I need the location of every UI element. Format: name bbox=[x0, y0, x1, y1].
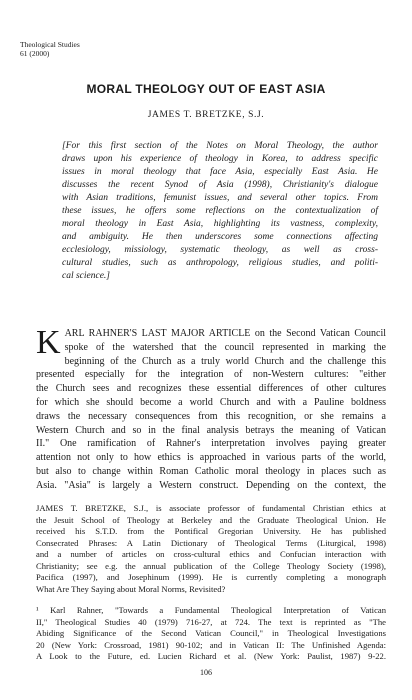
body-line: but also to change within Roman Catholic moral theology in places such as bbox=[36, 465, 386, 477]
body-line: beginning of the Church as a truly world Church and the challenge this bbox=[64, 355, 386, 367]
abstract-line: cal science.] bbox=[62, 271, 111, 281]
body-line: draws the necessary consequences from this recognition, or she remains a bbox=[36, 410, 386, 422]
bio-line: Consecrated Phrases: A Latin Dictionary of Theological Terms (Liturgical, 1998) bbox=[36, 537, 386, 548]
bio-line: and a number of articles on cross-cultural ethics and Confucian interaction with bbox=[36, 549, 386, 559]
body-line: for which she should become a world Church and with a Pauline boldness bbox=[36, 396, 386, 408]
bio-line: Christianity; see e.g. the annual publication of the College Theology Society (1998), bbox=[36, 560, 386, 571]
journal-info bbox=[20, 40, 80, 58]
body-line: Western Church and so in the final analysis betrays the meaning of Vatican bbox=[36, 424, 386, 436]
footnote-line: Abiding Significance of the Second Vatican Council," in Theological Investigations bbox=[36, 628, 386, 638]
drop-cap: K bbox=[36, 324, 61, 361]
body-line: II." One ramification of Rahner's interpretation involves paying greater bbox=[36, 438, 386, 450]
abstract-line: with Asian traditions, femunist issues, and several other topics. From bbox=[62, 193, 378, 203]
opening-smallcaps: ARL RAHNER'S LAST MAJOR ARTICLE bbox=[64, 328, 251, 339]
abstract bbox=[62, 140, 378, 283]
body-line: presented especially for the integration of non-Western cultures: "either bbox=[36, 369, 386, 381]
footnote-line: A Look to the Future, ed. Lucien Richard et al. (New York: Paulist, 1987) 9-22. bbox=[36, 651, 386, 661]
abstract-line: issues in moral theology that face Asia, especially East Asia. He bbox=[62, 167, 378, 177]
bio-line: Pacifica (1997), and Josephinum (1999). He is currently completing a monograph bbox=[36, 572, 386, 582]
abstract-line: and ambiguity. He then underscores some connections affecting bbox=[62, 232, 378, 242]
abstract-line: draws upon his experience of theology in Korea, to address specific bbox=[62, 154, 378, 164]
abstract-line: discusses the recent Synod of Asia (1998), Christianity's dialogue bbox=[62, 180, 378, 190]
page-number: 106 bbox=[200, 668, 212, 677]
body-line: the Church sees and recognizes these essential differences of other cultures bbox=[36, 383, 386, 395]
abstract-line: [For this first section of the Notes on Moral Theology, the author bbox=[62, 141, 378, 151]
author-bio bbox=[36, 503, 386, 595]
body-line: attention not only to how ethics is approached in various parts of the world, bbox=[36, 452, 386, 464]
bio-line: the Jesuit School of Theology at Berkeley and the Graduate Theological Union. He bbox=[36, 514, 386, 525]
footnote-line: 20 (New York: Crossroad, 1981) 90-102; and in Vatican II: The Unfinished Agenda: bbox=[36, 639, 386, 650]
journal-name: Theological Studies bbox=[20, 40, 80, 49]
footnote bbox=[36, 605, 386, 663]
abstract-line: cultural studies, such as anthropology, religious studies, and politi- bbox=[62, 258, 378, 268]
article-title: MORAL THEOLOGY OUT OF EAST ASIA bbox=[86, 82, 326, 96]
bio-line: JAMES T. BRETZKE, S.J., is associate professor of fundamental Christian ethics at bbox=[36, 503, 386, 513]
article-author: JAMES T. BRETZKE, S.J. bbox=[147, 110, 265, 120]
journal-issue: 61 (2000) bbox=[20, 49, 50, 58]
opening-rest: on the Second Vatican Council bbox=[250, 328, 387, 339]
body-text bbox=[36, 324, 387, 493]
abstract-line: ecclesiology, missiology, systematic theology, as well as cross- bbox=[62, 245, 378, 255]
footnote-line: II," Theological Studies 40 (1979) 716-27, at 724. The text is reprinted as "The bbox=[36, 616, 386, 627]
body-line: Asia. "Asia" is largely a Western construct. Depending on the context, the bbox=[36, 479, 386, 491]
bio-line: What Are They Saying about Moral Norms, Revisited? bbox=[36, 583, 226, 594]
footnote-line: ¹ Karl Rahner, "Towards a Fundamental Theological Interpretation of Vatican bbox=[36, 605, 386, 615]
abstract-line: moral theology in East Asia, highlighting its vastness, complexity, bbox=[62, 219, 378, 229]
abstract-line: these issues, he offers some reflections on the contextualization of bbox=[62, 206, 378, 216]
bio-line: received his S.T.D. from the Pontifical Gregorian University. He has published bbox=[36, 526, 386, 536]
body-line: spoke of the watershed that the council represented in marking the bbox=[64, 341, 386, 353]
body-line bbox=[36, 327, 386, 341]
